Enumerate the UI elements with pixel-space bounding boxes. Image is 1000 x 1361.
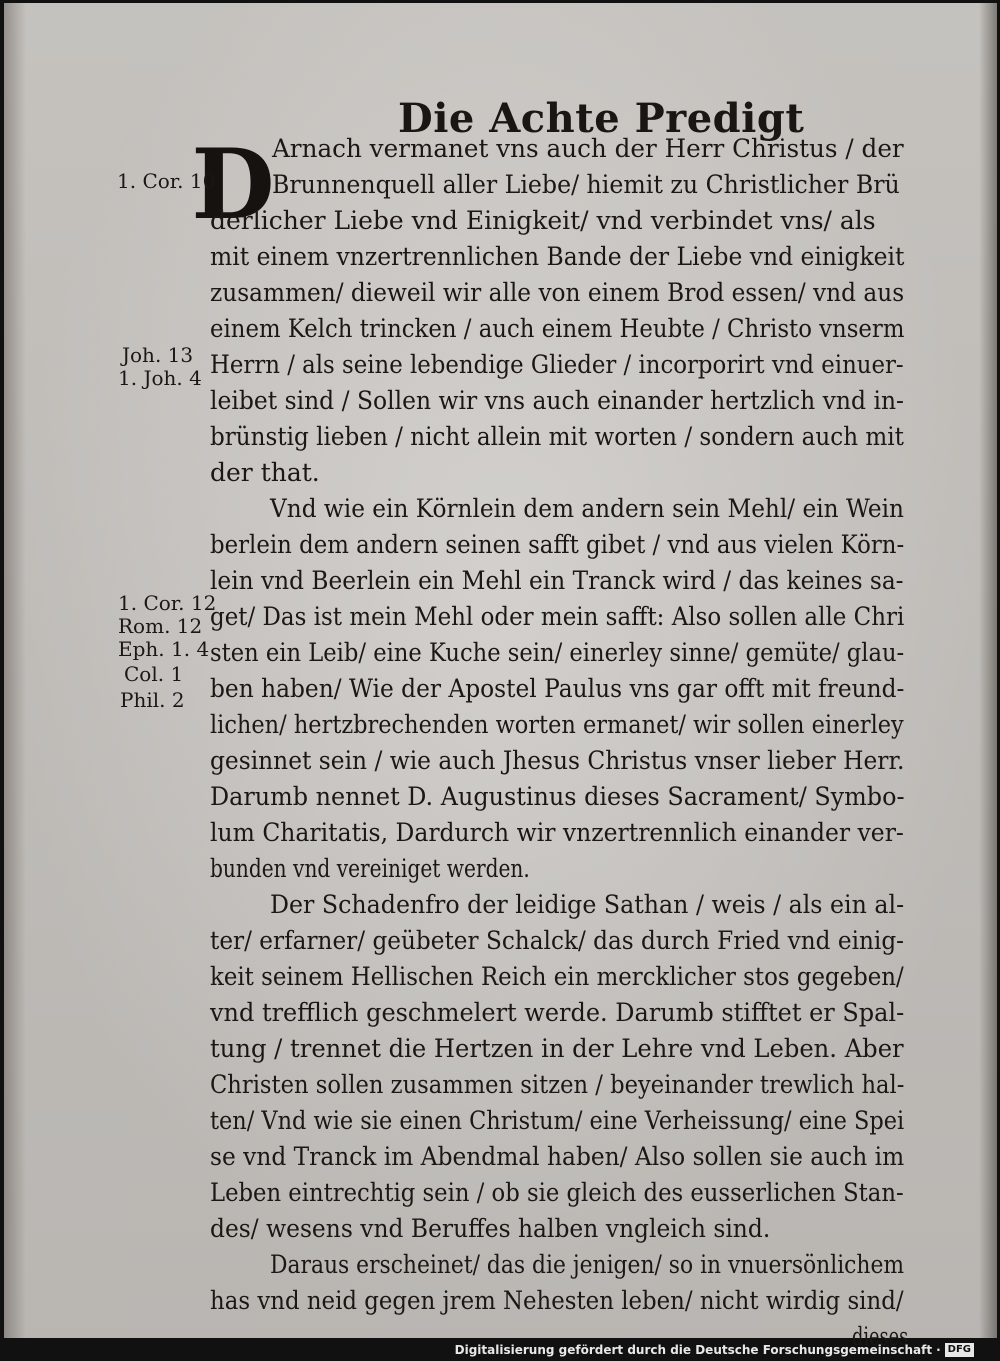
text-line: derlicher Liebe vnd Einigkeit/ vnd verbindet vns/ als bbox=[210, 206, 876, 235]
margin-note: Rom. 12 bbox=[118, 614, 203, 638]
text-line: mit einem vnzertrennlichen Bande der Liebe vnd einigkeit bbox=[210, 242, 905, 271]
text-line: Darumb nennet D. Augustinus dieses Sacrament/ Symbo- bbox=[210, 782, 905, 811]
text-line: brünstig lieben / nicht allein mit worten / sondern auch mit bbox=[210, 422, 904, 451]
margin-note: 1. Cor. 12 bbox=[118, 591, 217, 615]
text-line: einem Kelch trincken / auch einem Heubte / Christo vnserm bbox=[210, 314, 905, 343]
text-line: Daraus erscheinet/ das die jenigen/ so in vnuersönlichem bbox=[270, 1250, 905, 1279]
margin-note: Joh. 13 bbox=[122, 343, 194, 367]
decorated-initial: D bbox=[191, 128, 275, 241]
text-line: vnd trefflich geschmelert werde. Darumb stifftet er Spal- bbox=[210, 998, 905, 1027]
text-line: get/ Das ist mein Mehl oder mein safft: Also sollen alle Chri bbox=[210, 602, 905, 631]
text-line: keit seinem Hellischen Reich ein mercklicher stos gegeben/ bbox=[210, 962, 904, 991]
text-line: sten ein Leib/ eine Kuche sein/ einerley sinne/ gemüte/ glau- bbox=[210, 638, 905, 667]
dfg-logo: DFG bbox=[945, 1343, 974, 1357]
text-line: dieses bbox=[852, 1322, 909, 1351]
margin-note: 1. Joh. 4 bbox=[118, 366, 202, 390]
text-line: ben haben/ Wie der Apostel Paulus vns gar offt mit freund- bbox=[210, 674, 905, 703]
text-line: berlein dem andern seinen safft gibet / vnd aus vielen Körn- bbox=[210, 530, 905, 559]
text-line: Brunnenquell aller Liebe/ hiemit zu Christlicher Brü bbox=[272, 170, 900, 199]
margin-note: Col. 1 bbox=[124, 662, 184, 686]
text-line: Arnach vermanet vns auch der Herr Christus / der bbox=[272, 134, 904, 163]
text-line: bunden vnd vereiniget werden. bbox=[210, 854, 530, 883]
margin-note: Phil. 2 bbox=[120, 688, 185, 712]
page-title: Die Achte Predigt bbox=[398, 95, 805, 142]
margin-note: Eph. 1. 4 bbox=[118, 637, 210, 661]
text-line: des/ wesens vnd Beruffes halben vngleich sind. bbox=[210, 1214, 771, 1243]
text-line: Christen sollen zusammen sitzen / beyeinander trewlich hal- bbox=[210, 1070, 905, 1099]
margin-note: 1. Cor. 10 bbox=[117, 169, 216, 193]
text-line: gesinnet sein / wie auch Jhesus Christus vnser lieber Herr. bbox=[210, 746, 905, 775]
text-line: tung / trennet die Hertzen in der Lehre vnd Leben. Aber bbox=[210, 1034, 904, 1063]
digitization-footer bbox=[455, 1343, 974, 1357]
text-line: zusammen/ dieweil wir alle von einem Brod essen/ vnd aus bbox=[210, 278, 905, 307]
text-line: Der Schadenfro der leidige Sathan / weis / als ein al- bbox=[270, 890, 905, 919]
text-line: ter/ erfarner/ geübeter Schalck/ das durch Fried vnd einig- bbox=[210, 926, 905, 955]
text-line: der that. bbox=[210, 458, 320, 487]
text-line: Leben eintrechtig sein / ob sie gleich des eusserlichen Stan- bbox=[210, 1178, 904, 1207]
text-line: lichen/ hertzbrechenden worten ermanet/ wir sollen einerley bbox=[210, 710, 904, 739]
footer-separator: · bbox=[936, 1343, 941, 1357]
text-line: se vnd Tranck im Abendmal haben/ Also sollen sie auch im bbox=[210, 1142, 905, 1171]
footer-text: Digitalisierung gefördert durch die Deutsche Forschungsgemeinschaft bbox=[454, 1343, 933, 1357]
text-line: leibet sind / Sollen wir vns auch einander hertzlich vnd in- bbox=[210, 386, 904, 415]
text-line: Vnd wie ein Körnlein dem andern sein Mehl/ ein Wein bbox=[270, 494, 905, 523]
text-line: has vnd neid gegen jrem Nehesten leben/ nicht wirdig sind/ bbox=[210, 1286, 904, 1315]
text-line: lum Charitatis, Dardurch wir vnzertrennlich einander ver- bbox=[210, 818, 904, 847]
text-line: ten/ Vnd wie sie einen Christum/ eine Verheissung/ eine Spei bbox=[210, 1106, 905, 1135]
text-line: lein vnd Beerlein ein Mehl ein Tranck wird / das keines sa- bbox=[210, 566, 904, 595]
text-line: Herrn / als seine lebendige Glieder / incorporirt vnd einuer- bbox=[210, 350, 904, 379]
